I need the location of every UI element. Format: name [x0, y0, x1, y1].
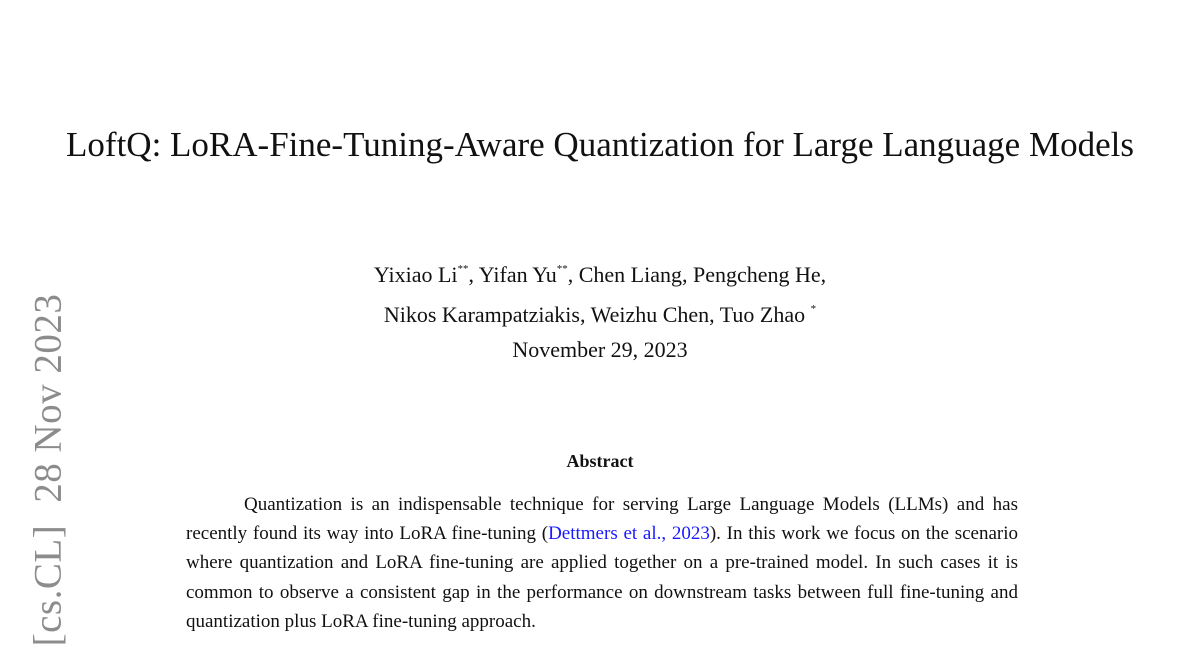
- author-name: Yixiao Li: [373, 262, 458, 287]
- paper-title: LoftQ: LoRA-Fine-Tuning-Aware Quantization for Large Language Models: [66, 125, 1134, 164]
- author-footnote-mark: *: [810, 303, 817, 315]
- author-names: Nikos Karampatziakis, Weizhu Chen, Tuo Zhao: [383, 302, 806, 327]
- author-name: , Yifan Yu: [468, 262, 557, 287]
- author-line-2: [0, 292, 1200, 332]
- author-footnote-mark: **: [457, 263, 469, 275]
- arxiv-date: 28 Nov 2023: [26, 293, 70, 503]
- citation-link[interactable]: Dettmers et al., 2023: [548, 523, 710, 545]
- abstract-text: ). In this work we focus on the scenario where quantization and LoRA fine-tuning are applied together on a pre-trained model. In such cases it is common to observe a consistent gap in the performance on downstream tasks between full fine-tuning and quantization plus LoRA fine-tuning approach.: [186, 523, 1018, 632]
- abstract-text: Quantization is an indispensable technique for serving Large Language Models (LLMs) and has recently found its way into LoRA fine-tuning (: [186, 494, 1018, 545]
- abstract-heading: Abstract: [566, 451, 634, 471]
- abstract-body: [186, 490, 1018, 636]
- paper-date: November 29, 2023: [512, 337, 688, 362]
- author-list: [0, 252, 1200, 332]
- author-line-1: [0, 252, 1200, 292]
- author-footnote-mark: **: [556, 263, 568, 275]
- arxiv-category: [cs.CL]: [26, 524, 70, 647]
- author-names: , Chen Liang, Pengcheng He,: [567, 262, 827, 287]
